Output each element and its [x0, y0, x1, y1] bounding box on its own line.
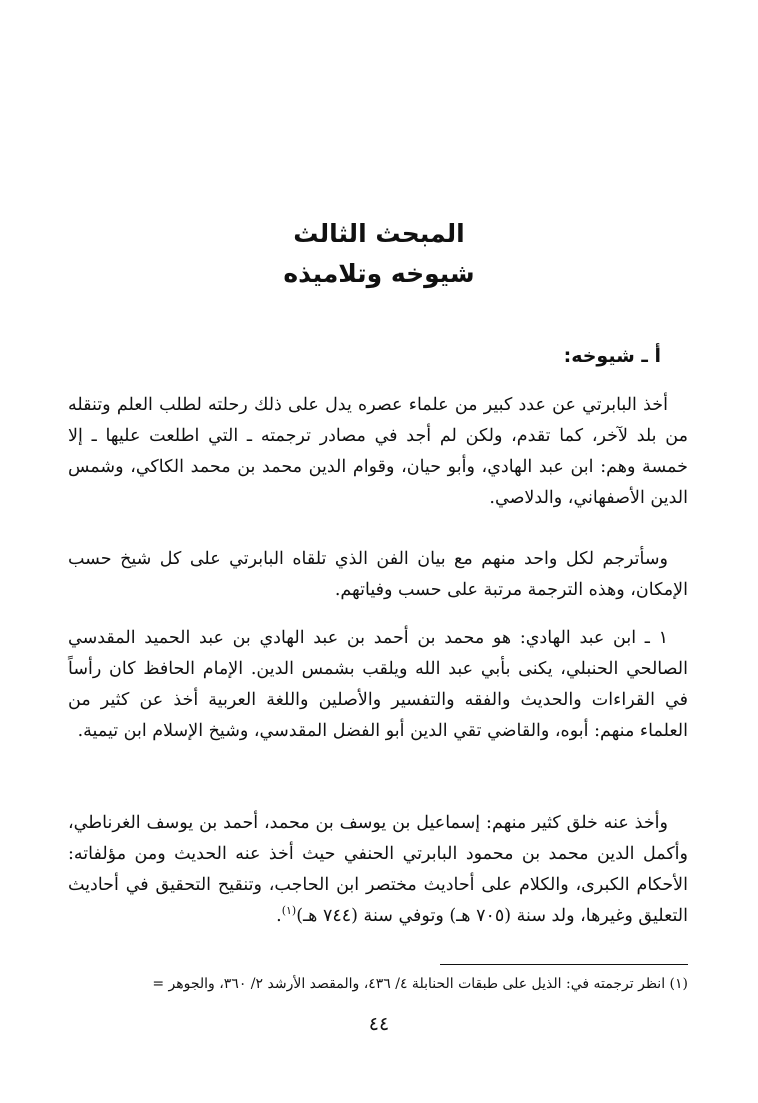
paragraph-text: وأخذ عنه خلق كثير منهم: إسماعيل بن يوسف بن محمد، أحمد بن يوسف الغرناطي، وأكمل الدين محمد بن محمود البابرتي الحنفي حيث أخذ عنه الحديث ومن مؤلفاته: الأحكام الكبرى، والكلام على أحاديث مختصر ابن الحاجب، وتنقيح التحقيق في أحاديث التعليق وغيرها، ولد سنة (٧٠٥ هـ) وتوفي سنة (٧٤٤ هـ) [68, 813, 688, 926]
paragraph: ١ ـ ابن عبد الهادي: هو محمد بن أحمد بن عبد الهادي بن عبد الحميد المقدسي الصالحي الحنبلي، يكنى بأبي عبد الله ويلقب بشمس الدين. الإمام الحافظ كان رأساً في القراءات والحديث والفقه والتفسير والأصلين واللغة العربية أخذ عن كثير من العلماء منهم: أبوه، والقاضي تقي الدين أبو الفضل المقدسي، وشيخ الإسلام ابن تيمية. [68, 628, 688, 741]
page-number: ٤٤ [368, 1013, 390, 1035]
section-label: أ ـ شيوخه: [563, 345, 661, 367]
paragraph: وسأترجم لكل واحد منهم مع بيان الفن الذي تلقاه البابرتي على كل شيخ حسب الإمكان، وهذه الترجمة مرتبة على حسب وفياتهم. [68, 549, 688, 600]
footnote-marker[interactable]: (١) [281, 904, 297, 918]
paragraph-end: . [276, 906, 282, 926]
paragraph [68, 808, 688, 932]
footnote-divider [440, 964, 688, 965]
chapter-title: المبحث الثالث [293, 219, 465, 248]
footnote: (١) انظر ترجمته في: الذيل على طبقات الحنابلة ٤/ ٤٣٦، والمقصد الأرشد ٢/ ٣٦٠، والجوهر = [152, 976, 688, 992]
paragraph: أخذ البابرتي عن عدد كبير من علماء عصره يدل على ذلك رحلته لطلب العلم وتنقله من بلد لآخر، كما تقدم، ولكن لم أجد في مصادر ترجمته ـ التي اطلعت عليها ـ إلا خمسة وهم: ابن عبد الهادي، وأبو حيان، وقوام الدين محمد بن محمد الكاكي، وشمس الدين الأصفهاني، والدلاصي. [68, 395, 688, 508]
chapter-subtitle: شيوخه وتلاميذه [283, 259, 475, 288]
